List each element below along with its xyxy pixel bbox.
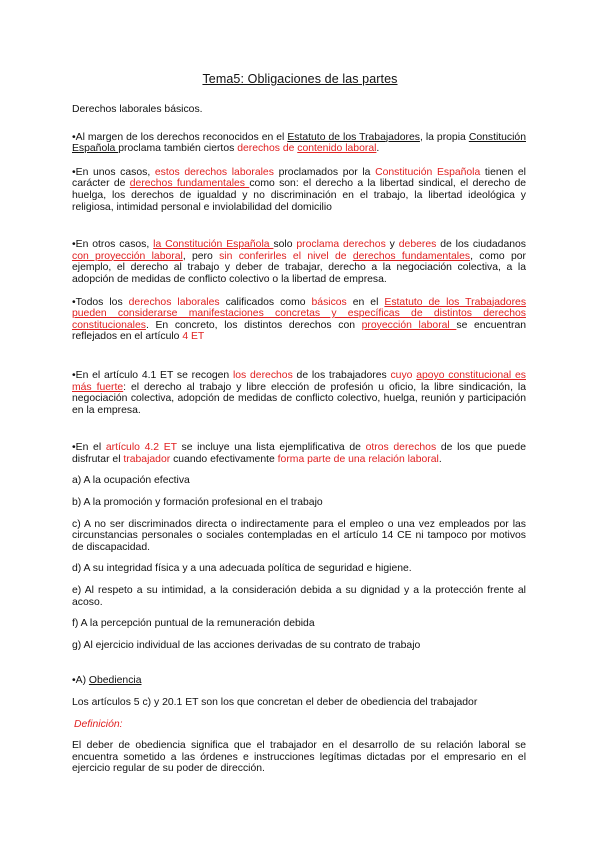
p6-text: de los que puede disfrutar el — [72, 442, 526, 465]
p6-highlight: forma parte de una relación laboral — [277, 453, 439, 465]
paragraph-2 — [72, 167, 526, 213]
paragraph-4 — [72, 297, 526, 343]
definition-text: El deber de obediencia significa que el trabajador en el desarrollo de su relación laboral se encuentra sometido a las órdenes e instrucciones legítimas dictadas por el empresario en el ejercicio regular de su poder de dirección. — [72, 740, 526, 775]
p1-text: proclama también ciertos — [118, 143, 238, 155]
p3-highlight: deberes — [398, 239, 441, 251]
p3-text: , pero — [182, 250, 220, 262]
p5-highlight: cuyo — [390, 369, 417, 381]
section-heading: Derechos laborales básicos. — [72, 104, 203, 115]
list-item: b) A la promoción y formación profesional en el trabajo — [72, 497, 323, 509]
p3-text: y — [389, 239, 399, 251]
obediencia-label: Obediencia — [88, 675, 142, 687]
paragraph-3 — [72, 239, 526, 285]
p1-constitucion: Constitución Española — [72, 131, 526, 155]
p3-text: , como por ejemplo, el derecho al trabajo y deber de trabajar, derecho a la negociación colectiva, a la adopción de medidas de conflicto colectivo o la libertad de empresa. — [72, 250, 526, 285]
p5-text: de los trabajadores — [296, 369, 391, 381]
list-item: e) Al respeto a su intimidad, a la consideración debida a su dignidad y a la protección frente al acoso. — [72, 585, 526, 608]
p1-highlight: contenido laboral — [297, 143, 377, 155]
p5-highlight: los derechos — [232, 369, 297, 381]
p3-highlight: con proyección laboral — [72, 250, 183, 262]
p5-text: •En el artículo 4.1 ET se recogen — [72, 369, 233, 381]
page-title: Tema5: Obligaciones de las partes — [202, 72, 398, 86]
p2-text: •En unos casos, — [72, 166, 155, 178]
p2-text: como son: el derecho a la libertad sindical, el derecho de huelga, los derechos de igualdad y no discriminación en el trabajo, la libertad ideológica y religiosa, intimidad personal e inviolabilidad del domicilio — [72, 178, 527, 213]
p3-highlight: derechos fundamentales — [352, 250, 471, 262]
p3-text: solo — [273, 239, 297, 251]
p3-highlight: la Constitución Española — [153, 239, 274, 251]
p2-highlight: derechos fundamentales — [129, 178, 250, 190]
p5-text: : el derecho al trabajo y libre elección de profesión u oficio, la libre sindicación, la negociación colectiva, adopción de medidas de conflicto colectivo, huelga, reunión y participación en la empresa. — [72, 381, 526, 416]
p4-text: •Todos los — [72, 296, 129, 308]
p4-highlight: derechos laborales — [128, 296, 226, 308]
paragraph-1 — [72, 132, 526, 155]
p4-text: calificados como — [225, 296, 312, 308]
p4-highlight: 4 ET — [182, 331, 205, 343]
obediencia-heading — [72, 675, 526, 687]
definition-label: Definición: — [74, 718, 123, 730]
p6-highlight: trabajador — [123, 453, 174, 465]
p6-text: •En el — [72, 442, 106, 454]
p3-highlight: sin conferirles el nivel de — [219, 250, 353, 262]
list-item: g) Al ejercicio individual de las acciones derivadas de su contrato de trabajo — [72, 639, 421, 651]
p1-text: , la propia — [419, 131, 469, 143]
p2-highlight: Constitución Española — [375, 166, 485, 178]
p2-text: proclamados por la — [278, 166, 376, 178]
p2-text: tienen el carácter de — [72, 166, 526, 190]
paragraph-5 — [72, 370, 526, 416]
p4-highlight: Estatuto de los Trabajadores pueden considerarse manifestaciones concretas y específicas de distintos derechos constitucionales — [72, 296, 527, 331]
p4-highlight: básicos — [311, 296, 353, 308]
obediencia-prefix: •A) — [72, 675, 89, 687]
list-item: d) A su integridad física y a una adecuada política de seguridad e higiene. — [72, 563, 412, 575]
p6-text: . — [438, 453, 442, 465]
p6-highlight: artículo 4.2 ET — [105, 442, 182, 454]
p3-text: de los ciudadanos — [440, 239, 526, 251]
p6-highlight: otros derechos — [365, 442, 441, 454]
p5-highlight: apoyo constitucional es más fuerte — [72, 369, 526, 393]
p6-text: se incluye una lista ejemplificativa de — [181, 442, 366, 454]
p1-text: . — [376, 143, 380, 155]
p4-text: se encuentran reflejados en el artículo — [72, 319, 526, 343]
p1-highlight: derechos de — [237, 143, 298, 155]
p6-text: cuando efectivamente — [173, 453, 278, 465]
p3-text: •En otros casos, — [72, 239, 154, 251]
paragraph-6 — [72, 442, 526, 465]
list-item: c) A no ser discriminados directa o indirectamente para el empleo o una vez empleados por las circunstancias personales o sociales contempladas en el artículo 14 CE ni tampoco por motivos de discapacidad. — [72, 518, 526, 553]
p4-highlight: proyección laboral — [361, 319, 457, 331]
list-item: f) A la percepción puntual de la remuneración debida — [72, 618, 315, 630]
p4-text: . En concreto, los distintos derechos con — [145, 319, 362, 331]
p1-text: •Al margen de los derechos reconocidos en el — [72, 131, 288, 143]
document-body — [72, 104, 526, 775]
p2-highlight: estos derechos laborales — [154, 166, 279, 178]
p4-text: en el — [352, 296, 385, 308]
obediencia-articles: Los artículos 5 c) y 20.1 ET son los que concretan el deber de obediencia del trabajador — [72, 697, 478, 708]
p1-estatuto: Estatuto de los Trabajadores — [287, 131, 420, 143]
list-item: a) A la ocupación efectiva — [72, 475, 190, 487]
p3-highlight: proclama derechos — [296, 239, 390, 251]
